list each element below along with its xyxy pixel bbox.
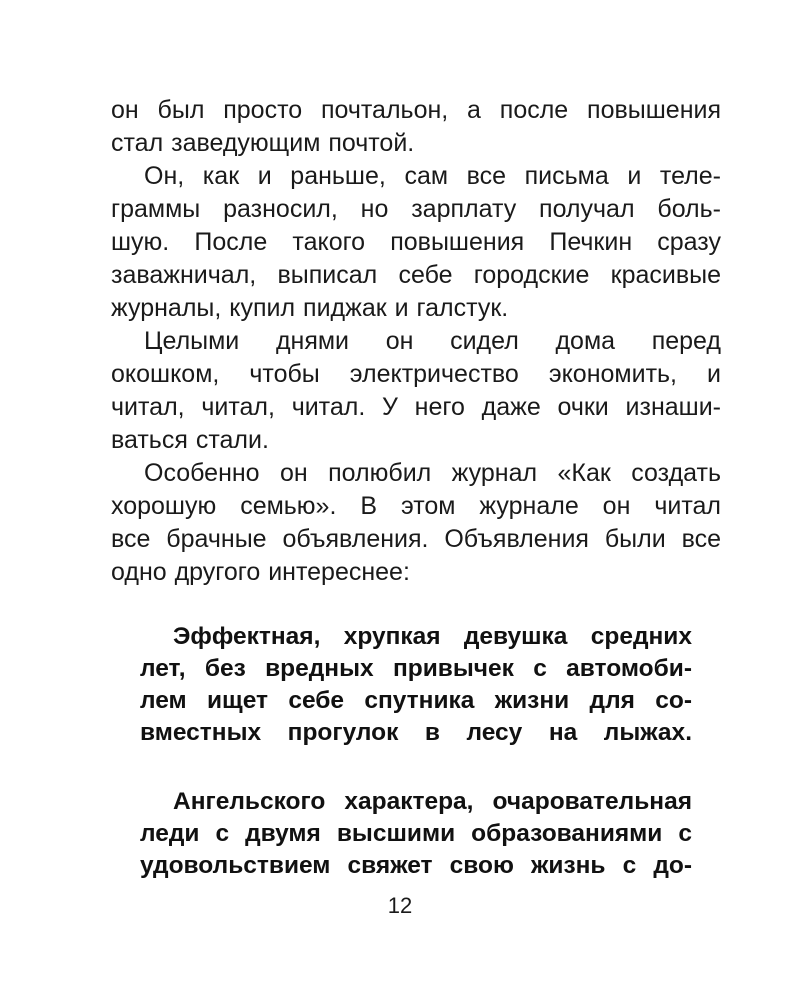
- text-line: Целыми днями он сидел дома перед: [144, 327, 721, 355]
- text-line: заважничал, выписал себе городские красивые: [111, 261, 721, 289]
- text-line: хорошую семью». В этом журнале он читал: [111, 492, 721, 520]
- text-line: окошком, чтобы электричество экономить, и: [111, 360, 721, 388]
- text-line: шую. После такого повышения Печкин сразу: [111, 228, 721, 256]
- main-text: [111, 94, 721, 589]
- text-line: он был просто почтальон, а после повышения: [111, 96, 721, 124]
- text-line: читал, читал, читал. У него даже очки изнаши-: [111, 393, 721, 421]
- text-line: журналы, купил пиджак и галстук.: [111, 294, 509, 322]
- text-line: Особенно он полюбил журнал «Как создать: [144, 459, 721, 487]
- text-line: граммы разносил, но зарплату получал боль-: [111, 195, 721, 223]
- paragraph-1: [111, 94, 721, 160]
- paragraph-4: [111, 457, 721, 589]
- ad-line: Ангельского характера, очаровательная: [173, 788, 692, 815]
- ad-line: удовольствием свяжет свою жизнь с до-: [140, 852, 692, 879]
- ad-line: вместных прогулок в лесу на лыжах.: [140, 719, 692, 746]
- page-number: 12: [387, 893, 413, 918]
- classified-ad-1: [140, 621, 692, 749]
- text-line: Он, как и раньше, сам все письма и теле-: [144, 162, 721, 190]
- text-line: одно другого интереснее:: [111, 558, 410, 586]
- ad-line: Эффектная, хрупкая девушка средних: [173, 623, 692, 650]
- text-line: ваться стали.: [111, 426, 269, 454]
- ad-line: леди с двумя высшими образованиями с: [140, 820, 692, 847]
- classified-ad-2: [140, 786, 692, 882]
- paragraph-2: [111, 160, 721, 325]
- text-line: все брачные объявления. Объявления были все: [111, 525, 721, 553]
- text-line: стал заведующим почтой.: [111, 129, 415, 157]
- ad-line: лет, без вредных привычек с автомоби-: [140, 655, 692, 682]
- paragraph-3: [111, 325, 721, 457]
- ad-line: лем ищет себе спутника жизни для со-: [140, 687, 692, 714]
